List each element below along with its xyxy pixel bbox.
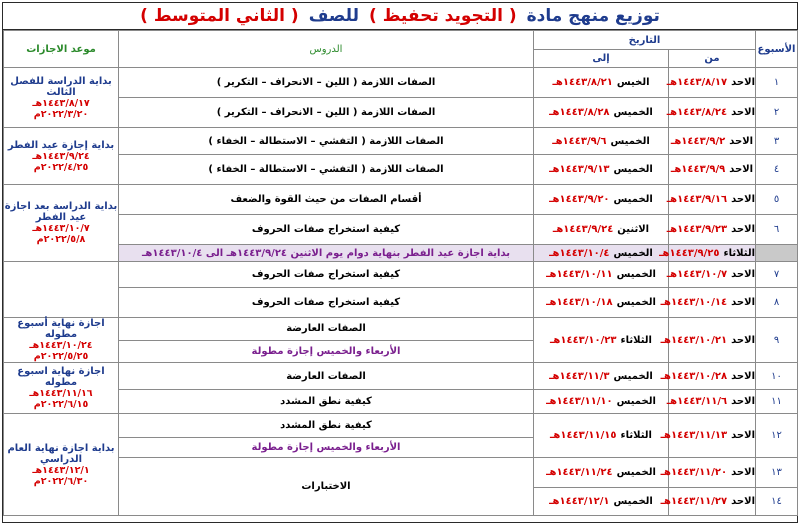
from-date: ١٤٤٣/٩/٢هـ	[670, 135, 726, 147]
table-row	[4, 128, 798, 155]
title-subject: ( التجويد تحفيظ )	[369, 6, 517, 26]
lesson: الصفات العارضة	[119, 318, 534, 341]
to-day: الثلاثاء	[620, 430, 652, 441]
lesson: الصفات اللازمة ( اللين – الانحراف – التكرير )	[119, 98, 534, 128]
from-day: الثلاثاء	[723, 247, 755, 259]
eid-holiday-text: بداية اجازة عيد الفطر بنهاية دوام يوم الاثنين ١٤٤٣/٩/٢٤هـ الى ١٤٤٣/١٠/٤هـ	[119, 245, 534, 262]
table-row	[4, 155, 798, 185]
week-number: ١	[756, 68, 798, 98]
holiday-hijri: ١٤٤٣/٨/١٧هـ	[32, 97, 90, 109]
to-day: الخميس	[613, 107, 653, 118]
week-number: ١٣	[756, 458, 798, 488]
lesson: كيفية استخراج صفات الحروف	[119, 215, 534, 245]
to-day: الاثنين	[617, 224, 650, 235]
from-day: الاحد	[731, 467, 755, 478]
from-date: ١٤٤٣/١١/٢٠هـ	[660, 467, 728, 478]
exams-label: الاختبارات	[119, 458, 534, 516]
to-day: الخميس	[616, 467, 656, 478]
lesson: الصفات اللازمة ( التفشي – الاستطالة – الخفاء )	[119, 128, 534, 155]
week-number: ١٤	[756, 488, 798, 516]
to-day: الخميس	[613, 164, 653, 175]
table-row	[4, 215, 798, 245]
from-date: ١٤٤٣/٨/١٧هـ	[666, 77, 728, 88]
to-date: ١٤٤٣/٨/٢١هـ	[552, 77, 613, 88]
holiday-hijri: ١٤٤٣/١٠/٢٤هـ	[29, 340, 93, 351]
to-date: ١٤٤٣/١٠/١١هـ	[546, 269, 613, 280]
holiday-note	[4, 68, 119, 128]
week-number: ١٢	[756, 414, 798, 458]
from-date: ١٤٤٣/١١/١٣هـ	[660, 430, 728, 441]
header-to: إلى	[534, 50, 669, 68]
to-date: ١٤٤٣/١٠/١٨هـ	[546, 297, 613, 308]
week-number: ٨	[756, 288, 798, 318]
lesson: كيفية استخراج صفات الحروف	[119, 288, 534, 318]
holiday-label: بداية إجازة عيد الفطر	[7, 139, 115, 151]
lesson: أقسام الصفات من حيث القوة والضعف	[119, 185, 534, 215]
from-date: ١٤٤٣/١٠/٢٨هـ	[660, 370, 728, 382]
from-date: ١٤٤٣/٨/٢٤هـ	[666, 107, 728, 118]
holiday-label: بداية اجازة نهاية العام الدراسي	[7, 442, 115, 465]
to-date: ١٤٤٣/١١/١٠هـ	[546, 396, 613, 407]
to-date: ١٤٤٣/١١/٣هـ	[549, 370, 610, 382]
to-day: الخميس	[613, 247, 653, 259]
table-row	[4, 458, 798, 488]
holiday-hijri: ١٤٤٣/١٢/١هـ	[32, 464, 90, 476]
to-day: الخميس	[616, 297, 656, 308]
week-number: ٦	[756, 215, 798, 245]
to-day: الخميس	[610, 135, 650, 147]
lesson: كيفية نطق المشدد	[119, 414, 534, 438]
from-date: ١٤٤٣/٩/٢٥هـ	[659, 247, 720, 259]
from-day: الاحد	[731, 77, 755, 88]
to-date: ١٤٤٣/٨/٢٨هـ	[549, 107, 610, 118]
table-row	[4, 414, 798, 438]
long-weekend-note: الأربعاء والخميس إجازة مطولة	[119, 340, 534, 363]
to-date: ١٤٤٣/١٢/١هـ	[549, 496, 610, 507]
from-date: ١٤٤٣/١١/٦هـ	[666, 396, 728, 407]
lesson: كيفية استخراج صفات الحروف	[119, 262, 534, 288]
table-row	[4, 318, 798, 341]
holiday-greg: ٢٠٢٢/٥/٨م	[36, 234, 86, 245]
schedule-table	[3, 30, 798, 516]
holiday-note	[4, 318, 119, 363]
table-row	[4, 363, 798, 390]
from-date: ١٤٤٣/١٠/٧هـ	[666, 269, 728, 280]
week-number: ١٠	[756, 363, 798, 390]
to-date: ١٤٤٣/١٠/٢٣هـ	[550, 334, 617, 346]
holiday-greg: ٢٠٢٢/٥/٢٥م	[33, 351, 89, 362]
title-class: ( الثاني المتوسط )	[140, 6, 299, 26]
lesson: الصفات العارضة	[119, 363, 534, 390]
to-day: الخميس	[613, 496, 653, 507]
table-row	[4, 68, 798, 98]
week-number: ٥	[756, 185, 798, 215]
from-date: ١٤٤٣/٩/٩هـ	[670, 164, 726, 175]
table-row	[4, 98, 798, 128]
from-date: ١٤٤٣/٩/٢٣هـ	[666, 224, 728, 235]
plan-sheet	[2, 2, 798, 523]
to-day: الخميس	[616, 396, 656, 407]
holiday-hijri: ١٤٤٣/١٠/٧هـ	[32, 223, 90, 234]
holiday-label: بداية الدراسة بعد اجازة عيد الفطر	[4, 201, 118, 223]
week-number: ٣	[756, 128, 798, 155]
holiday-note	[4, 185, 119, 262]
holiday-greg: ٢٠٢٢/٦/٣٠م	[33, 475, 89, 487]
header-holidays: موعد الاجازات	[4, 31, 119, 68]
from-day: الاحد	[731, 194, 755, 205]
from-day: الاحد	[731, 430, 755, 441]
from-day: الاحد	[731, 269, 755, 280]
lesson: الصفات اللازمة ( التفشي – الاستطالة – الخفاء )	[119, 155, 534, 185]
to-day: الخميس	[616, 269, 656, 280]
long-weekend-note: الأربعاء والخميس إجازة مطولة	[119, 438, 534, 458]
holiday-note	[4, 128, 119, 185]
holiday-label: اجازة نهاية أسبوع مطوله	[17, 318, 105, 340]
from-day: الاحد	[731, 370, 755, 382]
to-date: ١٤٤٣/١٠/٤هـ	[549, 247, 610, 259]
week-number: ٤	[756, 155, 798, 185]
to-date: ١٤٤٣/٩/٢٠هـ	[549, 194, 610, 205]
from-day: الاحد	[729, 164, 754, 175]
to-date: ١٤٤٣/١١/١٥هـ	[550, 430, 617, 441]
from-day: الاحد	[731, 224, 755, 235]
title-main: توزيع منهج مادة	[526, 6, 660, 26]
holiday-hijri: ١٤٤٣/١١/١٦هـ	[29, 388, 93, 399]
from-day: الاحد	[731, 107, 755, 118]
from-date: ١٤٤٣/١٠/١٤هـ	[660, 297, 728, 308]
to-date: ١٤٤٣/٩/٢٤هـ	[552, 224, 614, 235]
from-date: ١٤٤٣/١٠/٢١هـ	[660, 334, 728, 346]
holiday-note	[4, 363, 119, 414]
from-date: ١٤٤٣/٩/١٦هـ	[666, 194, 728, 205]
holiday-row	[4, 245, 798, 262]
holiday-label: اجازة نهاية اسبوع مطوله	[17, 366, 105, 388]
holiday-hijri: ١٤٤٣/٩/٢٤هـ	[32, 150, 90, 162]
table-row	[4, 185, 798, 215]
holiday-note	[4, 414, 119, 516]
table-row	[4, 262, 798, 288]
from-day: الاحد	[731, 396, 755, 407]
lesson: الصفات اللازمة ( اللين – الانحراف – التكرير )	[119, 68, 534, 98]
table-row	[4, 390, 798, 414]
from-day: الاحد	[731, 334, 755, 346]
from-date: ١٤٤٣/١١/٢٧هـ	[660, 496, 728, 507]
header-lessons: الدروس	[119, 31, 534, 68]
to-day: الخميس	[613, 194, 653, 205]
title-class-label: للصف	[308, 6, 360, 26]
header-date: التاريخ	[534, 31, 756, 50]
week-number: ٩	[756, 318, 798, 363]
to-date: ١٤٤٣/١١/٢٤هـ	[546, 467, 613, 478]
to-date: ١٤٤٣/٩/٦هـ	[552, 135, 607, 147]
holiday-greg: ٢٠٢٢/٤/٢٥م	[33, 161, 89, 173]
week-number: ٢	[756, 98, 798, 128]
holiday-spacer	[4, 262, 119, 318]
to-day: الثلاثاء	[620, 334, 652, 346]
to-day: الخميس	[613, 370, 653, 382]
from-day: الاحد	[729, 135, 754, 147]
to-day: الخيس	[616, 77, 650, 88]
week-number: ٧	[756, 262, 798, 288]
lesson: كيفية نطق المشدد	[119, 390, 534, 414]
holiday-label: بداية الدراسة للفصل الثالث	[10, 75, 112, 98]
header-from: من	[669, 50, 756, 68]
holiday-greg: ٢٠٢٢/٦/١٥م	[33, 399, 89, 410]
from-day: الاحد	[731, 496, 755, 507]
table-row	[4, 288, 798, 318]
title-bar	[3, 3, 797, 30]
from-day: الاحد	[731, 297, 755, 308]
week-number: ١١	[756, 390, 798, 414]
holiday-greg: ٢٠٢٢/٣/٢٠م	[33, 108, 89, 120]
header-week: الأسبوع	[756, 31, 798, 68]
to-date: ١٤٤٣/٩/١٣هـ	[549, 164, 610, 175]
